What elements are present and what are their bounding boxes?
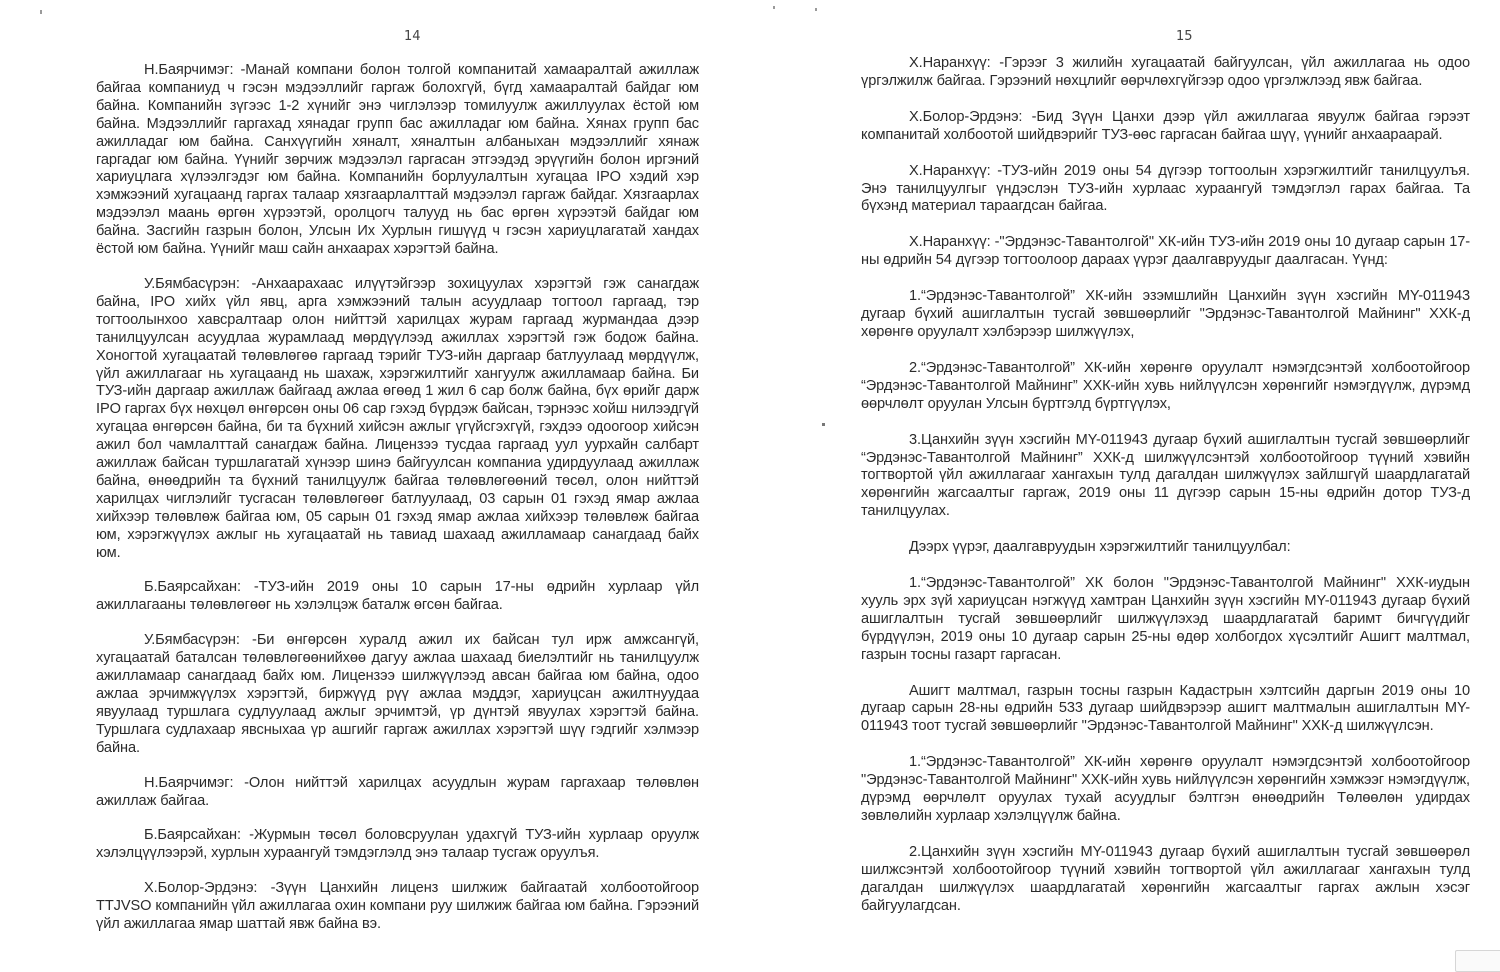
speaker-name: Х.Болор-Эрдэнэ: [144, 880, 258, 897]
section-intro: Дээрх үүрэг, даалгавруудын хэрэгжилтийг танилцуулбал: [909, 539, 1291, 556]
paragraph-text: -Зүүн Цанхийн лиценз шилжиж байгаатай холбоотойгоор TTJVSO компанийн үйл ажиллагаа охин компани руу шилжиж байгаа юм байна. Гэрээний үйл ажиллагаа ямар шаттай явж байна вэ. [96, 880, 699, 933]
paragraph [96, 775, 699, 811]
list-item: 3.Цанхийн зүүн хэсгийн MY-011943 дугаар бүхий ашиглалтын тусгай зөвшөөрлийг “Эрдэнэс-Тавантолгой Майнинг” ХХК-д шилжүүлсэнтэй холбоотойгоор түүний хэвийн тогтвортой үйл ажиллагааг хангахын тулд дагалдан шилжүүлэх зайлшгүй шаардлагатай хөрөнгийн жагсаалтыг гаргаж, 2019 оны 11 дүгээр сарын 15-ны өдрийн дотор ТУЗ-д танилцуулах. [861, 431, 1470, 520]
paragraph [96, 632, 699, 757]
paragraph-text: -Анхаарахаас илүүтэйгээр зохицуулах хэрэгтэй гэж санагдаж байна, IPO хийх үйл явц, арга хэмжээний талын асуудлаар тогтоол гаргаад, тэр тогтоолынхоо хавсралтаар олон нийттэй харилцах журам гаргаад журмандаа дээр танилцуулсан асуудлаа журамлаад мөрдүүлээд ажиллах хэрэгтэй гэж бодож байна. Хоногтой хугацаатай төлөвлөгөө гаргаад тэрийг ТУЗ-ийн даргаар батлуулаад мөрдүүлж, үйл ажиллагааг нь хугацаанд нь шахаж, хэрэгжилтийг хангуулж ажилламаар байна. Би ТУЗ-ийн даргаар ажиллаж байгаад ажлаа өгөөд 1 жил 6 сар болж байна, бүх өрийг дарж IPO гаргах бүх нөхцөл өнгөрсөн оны 06 сар гэхэд бүрдэж байсан, тэрнээс хойш нилээдгүй хугацаа өнгөрсөн байна, би та бүхний хийсэн ажлыг үгүйсгэхгүй, гэхдээ одоогоор хийсэн ажил бол чамлалттай санагдаж байна. Лицензээ тусдаа гаргаад уул уурхайн салбарт ажиллаж байсан туршлагатай хүнээр шинэ байгуулсан компаниа удирдуулаад ажиллаж байна, өнөөдрийн та бүхний танилцуулж байгаа төлөвлөгөөний төсөл, олон нийттэй харилцах чиглэлийг тусгасан төлөвлөгөөг батлуулаад, 03 сарын 01 гэхэд ямар ажлаа хийхээр төлөвлөж байгаа юм, 05 сарын 01 гэхэд ямар ажлаа хийхээр төлөвлөж байгаа юм, хэрэгжүүлэх ажлыг нь хугацаатай нь тавиад шахаад ажилламаар санагдаад байх юм. [96, 275, 699, 561]
list-item: 1.“Эрдэнэс-Тавантолгой” ХК болон "Эрдэнэс-Тавантолгой Майнинг" ХХК-иудын хууль эрх зүй хариуцсан нэгжүүд хамтран Цанхийн зүүн хэсгийн MY-011943 дугаар бүхий ашиглалтын тусгай зөвшөөрлийг шилжүүлэхэд шаардлагатай баримт бичгүүдийг бүрдүүлэн, 2019 оны 10 дугаар сарын 25-ны өдөр холбогдох хүсэлтийг Ашигт малтмал, газрын тосны газарт гаргасан. [861, 575, 1470, 663]
paragraph-text: -ТУЗ-ийн 2019 оны 10 сарын 17-ны өдрийн хурлаар үйл ажиллагааны төлөвлөгөөг нь хэлэлцэж баталж өгсөн байгаа. [96, 579, 699, 614]
paragraph [861, 234, 1470, 270]
list-item: 2.Цанхийн зүүн хэсгийн MY-011943 дугаар бүхий ашиглалтын тусгай зөвшөөрөл шилжсэнтэй холбоотойгоор түүний хэвийн тогтвортой үйл ажиллагааг хангахын тулд дагалдан шилжүүлэх шаардлагатай хөрөнгийн жагсаалтыг гаргах ажлын хэсэг байгуулагдсан. [861, 843, 1470, 914]
paragraph-text: -Журмын төсөл боловсруулан удахгүй ТУЗ-ийн хурлаар оруулж хэлэлцүүлээрэй, хурлын хураангуй тэмдэглэлд энэ талаар тусгаж оруулъя. [96, 827, 699, 862]
list-item: 1.“Эрдэнэс-Тавантолгой” ХК-ийн хөрөнгө оруулалт нэмэгдсэнтэй холбоотойгоор "Эрдэнэс-Тавантолгой Майнинг" ХХК-ийн хувь нийлүүлсэн хөрөнгийн хэмжээг нэмэгдүүлж, дүрэмд өөрчлөлт оруулах тухай асуудлыг бэлтгэн өнөөдрийн Төлөөлөн удирдах зөвлөлийн хурлаар хэлэлцүүлж байна. [861, 754, 1470, 824]
paragraph-text: -Би өнгөрсөн хуралд ажил их байсан тул ирж амжсангүй, хугацаатай баталсан төлөвлөгөөнийхөө дагуу ажлаа шахаад биелэлтийг нь танилцуулж ажилламаар санагдаад байх юм. Лицензээ шилжүүлээд авсан байгаа юм байна, одоо ажлаа эрчимжүүлэх хэрэгтэй, биржүүд рүү ажлаа мэддэг, хариуцсан ажилтнуудаа явуулаад туршлага судлуулаад ажлыг эрчимтэй, үр дүнтэй явуулах хэрэгтэй байна. Туршлага судлахаар явсныхаа үр ашгийг гаргаж ажиллах хэрэгтэй шүү гэдгийг хэлмээр байна. [96, 632, 699, 756]
paragraph [861, 109, 1470, 145]
document-page-right [760, 0, 1500, 965]
paragraph [861, 55, 1470, 91]
paragraph-text: -Гэрээг 3 жилийн хугацаатай байгуулсан, үйл ажиллагаа нь одоо үргэлжилж байгаа. Гэрээний нөхцлийг өөрчлөхгүйгээр одоо үргэлжлээд явж байгаа. [861, 55, 1470, 89]
page-number: 14 [404, 29, 421, 44]
paragraph-text: -"Эрдэнэс-Тавантолгой" ХК-ийн ТУЗ-ийн 2019 оны 10 дугаар сарын 17-ны өдрийн 54 дүгээр тогтоолоор дараах үүрэг даалгавруудыг даалгасан. Үүнд: [861, 234, 1470, 269]
speaker-name: Х.Болор-Эрдэнэ: [909, 108, 1023, 125]
speaker-name: Н.Баярчимэг: [144, 62, 234, 78]
page-body [861, 55, 1470, 934]
scan-speck [822, 423, 825, 426]
paragraph-text: -ТУЗ-ийн 2019 оны 54 дүгээр тогтоолын хэрэгжилтийг танилцуулъя. Энэ танилцуулгыг үндэслэн ТУЗ-ийн хурлаас хураангуй тэмдэглэл гарах байгаа. Та бүхэнд материал тараагдсан байгаа. [861, 162, 1470, 215]
paragraph [861, 163, 1470, 217]
scan-speck [815, 8, 817, 11]
page-number: 15 [1176, 29, 1193, 44]
paragraph-text: -Олон нийттэй харилцах асуудлын журам гаргахаар төлөвлөн ажиллаж байгаа. [96, 774, 699, 809]
corner-widget [1455, 950, 1500, 972]
scan-speck [40, 10, 42, 14]
list-item: 2.“Эрдэнэс-Тавантолгой” ХК-ийн хөрөнгө оруулалт нэмэгдсэнтэй холбоотойгоор “Эрдэнэс-Тавантолгой Майнинг” ХХК-ийн хувь нийлүүлсэн хөрөнгийг нэмэгдүүлж, дүрэмд өөрчлөлт оруулан Улсын бүртгэлд бүртгүүлэх, [861, 359, 1470, 412]
speaker-name: Б.Баярсайхан: [144, 579, 241, 596]
scan-speck [773, 6, 775, 9]
paragraph [96, 579, 699, 615]
speaker-name: Н.Баярчимэг: [144, 774, 234, 791]
list-item: 1.“Эрдэнэс-Тавантолгой” ХК-ийн эзэмшлийн Цанхийн зүүн хэсгийн MY-011943 дугаар бүхий ашиглалтын тусгай зөвшөөрлийг "Эрдэнэс-Тавантолгой Майнинг" ХХК-д хөрөнгө оруулалт хэлбэрээр шилжүүлэх, [861, 288, 1470, 340]
speaker-name: У.Бямбасүрэн: [144, 632, 240, 649]
paragraph-text: -Манай компани болон толгой компанитай хамааралтай ажиллаж байгаа компаниуд ч гэсэн мэдээллийг гаргаж болохгүй, бүгд хамааралтай байдаг юм байна. Компанийн зүгээс 1-2 хүнийг энэ чиглэлээр томилуулж ажиллуулах ёстой юм байна. Мэдээллийг гаргахад хянадаг групп бас ажилладаг юм байна. Хянах групп бас ажилладаг юм байна. Санхүүгийн хяналт, хяналтын албаныхан мэдээллийг хянаж гаргадаг юм байна. Үүнийг зөрчиж мэдээлэл гаргасан этгээдэд эрүүгийн болон иргэний хариуцлага хүлээлгэдэг юм байна. Компанийн борлуулалтын хугацаа IPO хэдий хэр хэмжээний хугацаанд гаргах талаар хязгаарлалттай мэдээлэл гаргаж байдаг. Хязгаарлах мэдээлэл маань өргөн хүрээтэй, оролцогч талууд нь бас өргөн хүрээтэй байдаг юм байна. Засгийн газрын болон, Улсын Их Хурлын гишүүд ч гэсэн хариуцлагатай хандах ёстой юм байна. Үүнийг маш сайн анхаарах хэрэгтэй байна. [96, 62, 699, 258]
speaker-name: Б.Баярсайхан: [144, 827, 241, 844]
paragraph [96, 880, 699, 934]
paragraph [96, 827, 699, 863]
paragraph: Ашигт малтмал, газрын тосны газрын Кадастрын хэлтсийн даргын 2019 оны 10 дугаар сарын 28-ны өдрийн 533 дугаар шийдвэрээр ашигт малтмалын ашиглалтын MY-011943 тоот тусгай зөвшөөрлийг "Эрдэнэс-Тавантолгой Майнинг" ХХК-д шилжүүлсэн. [861, 682, 1470, 735]
page-body [96, 62, 699, 951]
speaker-name: Х.Наранхүү: [909, 162, 991, 179]
paragraph [96, 62, 699, 259]
paragraph [96, 276, 699, 563]
paragraph-text: -Бид Зүүн Цанхи дээр үйл ажиллагаа явуулж байгаа гэрээт компанитай холбоотой шийдвэрийг ТУЗ-өөс гаргасан байгаа шүү, үүнийг анхаараарай. [861, 108, 1470, 143]
speaker-name: У.Бямбасүрэн: [144, 275, 240, 292]
speaker-name: Х.Наранхүү: [909, 55, 991, 71]
speaker-name: Х.Наранхүү: [909, 234, 991, 251]
